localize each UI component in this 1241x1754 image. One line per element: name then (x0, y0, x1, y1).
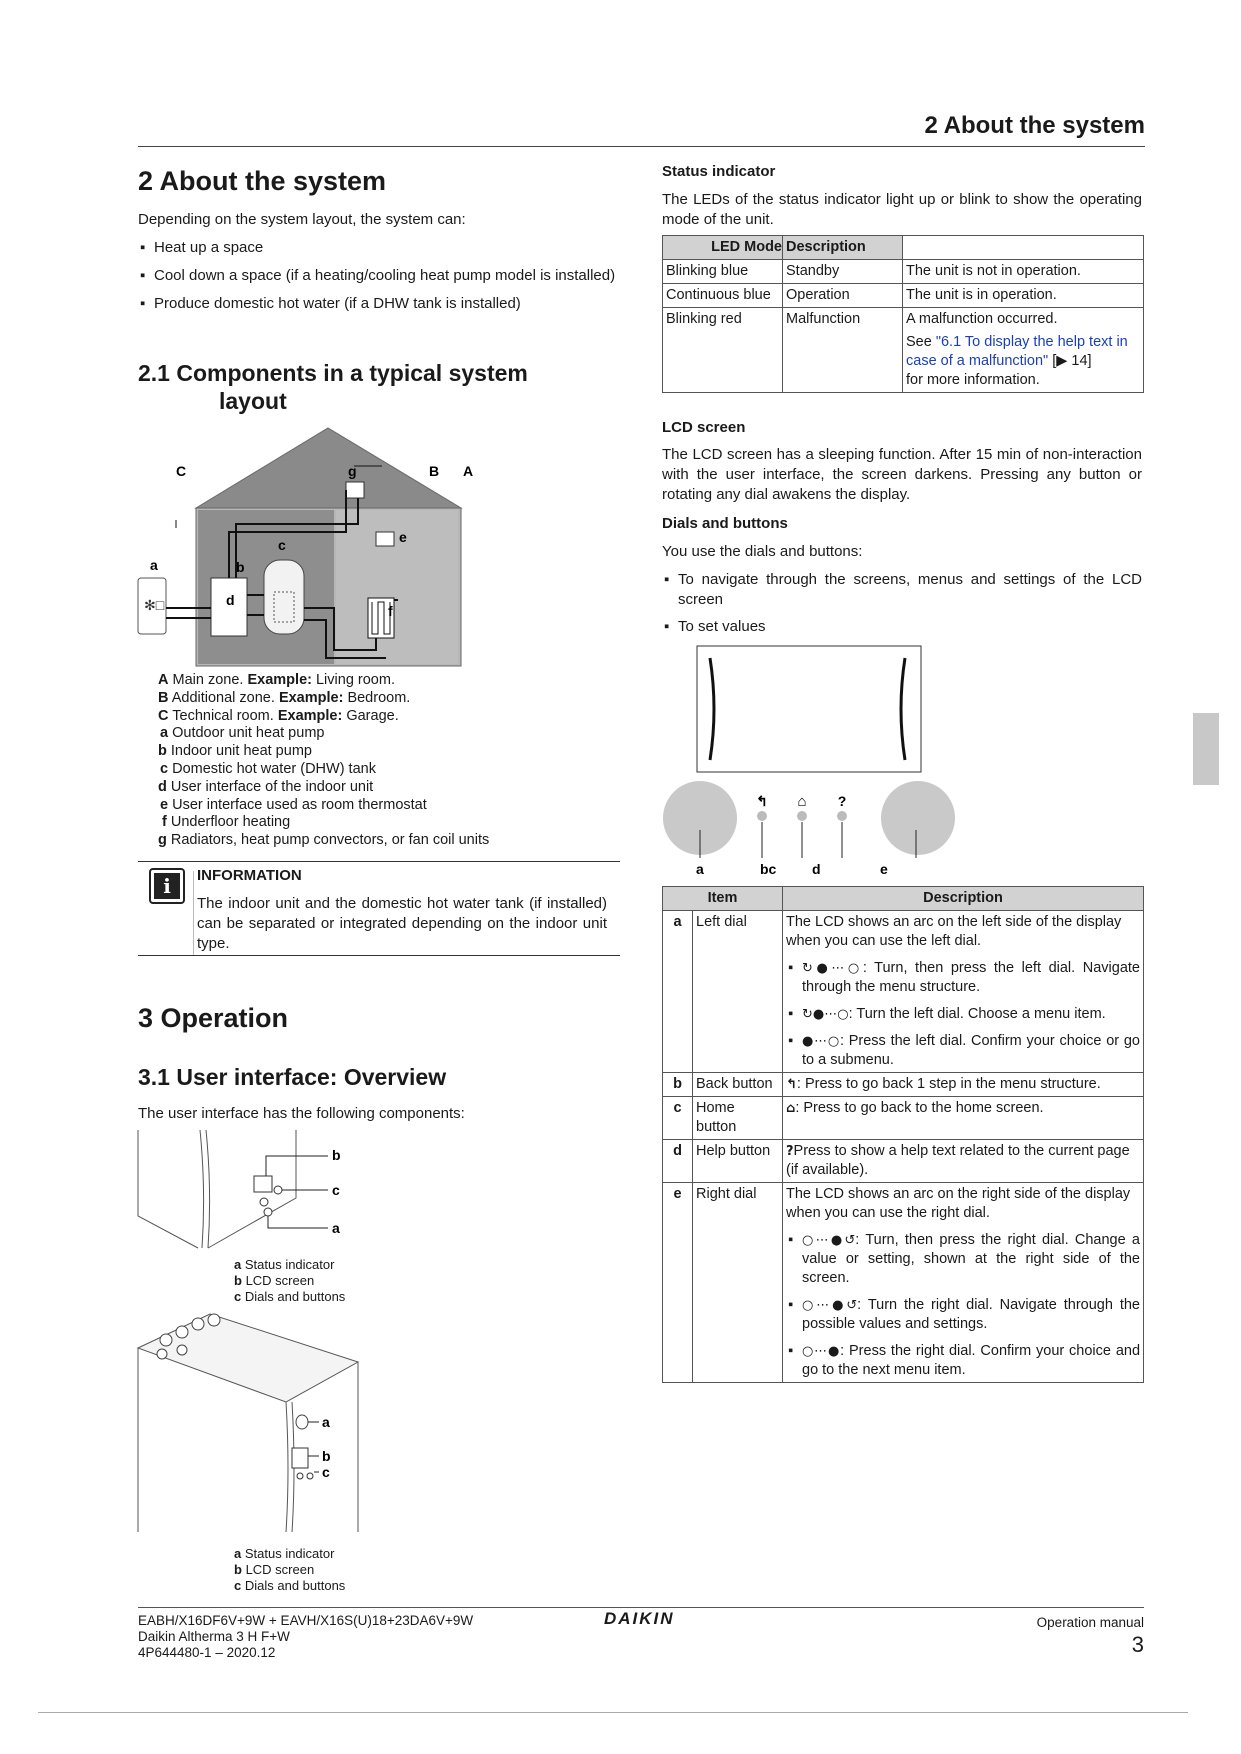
lcd-display (697, 646, 921, 772)
daikin-logo: DAIKIN (604, 1609, 675, 1628)
label-a: a (150, 557, 158, 573)
label-a: a (332, 1220, 340, 1236)
figure-legend (158, 672, 598, 850)
label-c: c (322, 1464, 330, 1480)
information-title: INFORMATION (197, 867, 302, 884)
legend-item: b Indoor unit heat pump (158, 743, 312, 760)
label-b: b (236, 559, 245, 575)
dhw-tank (264, 560, 304, 634)
wall-unit-diagram (136, 1130, 396, 1250)
back-icon: ↰ (756, 793, 768, 809)
help-icon: ? (786, 1144, 794, 1159)
capability-list (138, 238, 618, 314)
table-row: a Left dial The LCD shows an arc on the left side of the display when you can use the left dial. ▪ ↻●⋯○: Turn, then press the left dial. Navigate through the menu structure. ▪ ↻●⋯○: Turn the left dial. Choose a menu item. ▪ ●⋯○: Press the left dial. Confirm your choice or go to a submenu. (663, 911, 1144, 1073)
turn-press-left-icon: ↻●⋯○ (802, 961, 863, 976)
label-A: A (463, 463, 474, 479)
intro-text: Depending on the system layout, the system can: (138, 211, 466, 228)
subsection-title-ui-overview: 3.1 User interface: Overview (138, 1064, 447, 1090)
label-c: c (332, 1182, 340, 1198)
label-b: b (332, 1147, 341, 1163)
label-c: c (278, 537, 286, 553)
help-button[interactable] (837, 811, 847, 821)
label-b: b (322, 1448, 331, 1464)
legend-item: B Additional zone. Example: Bedroom. (158, 689, 411, 706)
floor-unit-diagram (136, 1310, 396, 1535)
list-item: ▪ Cool down a space (if a heating/cooling heat pump model is installed) (138, 266, 618, 286)
press-right-icon: ○⋯● (802, 1344, 841, 1359)
label-a: a (322, 1414, 330, 1430)
press-left-icon: ●⋯○ (802, 1034, 840, 1049)
legend-item: d User interface of the indoor unit (158, 778, 374, 795)
header-rule (138, 146, 1145, 147)
user-interface-diagram (660, 644, 960, 880)
table-row: Blinking red Malfunction A malfunction occurred. See "6.1 To display the help text in case of a malfunction" [▶ 14] for more information. (663, 308, 1144, 393)
dials-usage-list (662, 570, 1142, 637)
right-dial[interactable] (881, 781, 955, 855)
list-item: ▪ To set values (662, 617, 1142, 637)
legend-item: a Outdoor unit heat pump (160, 725, 325, 742)
label-g: g (348, 463, 357, 479)
back-icon: ↰ (786, 1077, 797, 1092)
label-e: e (399, 529, 407, 545)
running-header: 2 About the system (924, 112, 1145, 139)
footer-model-info: EABH/X16DF6V+9W + EAVH/X16S(U)18+23DA6V+9W Daikin Altherma 3 H F+W 4P644480-1 – 2020.12 (138, 1613, 474, 1660)
page-edge-line (38, 1712, 1188, 1713)
label-e: e (880, 861, 888, 877)
table-header: Item (663, 887, 783, 911)
svg-text:✻□: ✻□ (144, 597, 165, 613)
ui-intro-text: The user interface has the following components: (138, 1105, 465, 1122)
table-row: Blinking blue Standby The unit is not in operation. (663, 260, 1144, 284)
led-mode-table (662, 235, 1144, 393)
table-row: e Right dial The LCD shows an arc on the right side of the display when you can use the right dial. ▪ ○⋯●↺: Turn, then press the right dial. Change a value or setting, shown at the right side of the screen. ▪ ○⋯●↺: Turn the right dial. Navigate through the possible values and settings. ▪ ○⋯●: Press the right dial. Confirm your choice and go to the next menu item. (663, 1183, 1144, 1383)
table-row: c Home button ⌂: Press to go back to the home screen. (663, 1097, 1144, 1140)
room-thermostat (376, 532, 394, 546)
lcd-screen (254, 1176, 272, 1192)
label-d: d (226, 592, 235, 608)
information-icon: i (149, 868, 185, 904)
system-layout-diagram (136, 420, 476, 675)
status-indicator-title: Status indicator (662, 163, 776, 180)
chapter-tab-marker (1193, 713, 1219, 785)
lcd-screen-title: LCD screen (662, 419, 746, 436)
label-bc: bc (760, 861, 777, 877)
legend-item: e User interface used as room thermostat (160, 796, 427, 813)
turn-left-icon: ↻●⋯○ (802, 1007, 849, 1022)
item-description-table (662, 886, 1144, 1383)
radiator (346, 482, 364, 498)
label-C: C (176, 463, 187, 479)
section-title-operation: 3 Operation (138, 1003, 289, 1033)
table-header: Description (783, 887, 1144, 911)
table-header: LED Mode (663, 236, 783, 260)
figure-caption: a Status indicator b LCD screen c Dials and buttons (234, 1546, 346, 1593)
home-icon: ⌂ (786, 1101, 796, 1116)
turn-press-right-icon: ○⋯●↺ (802, 1233, 856, 1248)
table-header: Description (783, 236, 903, 260)
main-zone (336, 510, 458, 664)
section-title-about: 2 About the system (138, 166, 387, 196)
label-a: a (696, 861, 704, 877)
table-row: Continuous blue Operation The unit is in operation. (663, 284, 1144, 308)
page-number: 3 (1131, 1632, 1144, 1657)
footer-rule (138, 1607, 1144, 1608)
dials-buttons-title: Dials and buttons (662, 515, 788, 532)
label-d: d (812, 861, 821, 877)
legend-item: g Radiators, heat pump convectors, or fan coil units (158, 832, 490, 849)
information-text: The indoor unit and the domestic hot water tank (if installed) can be separated or integrated depending on the indoor unit type. (197, 895, 607, 952)
figure-caption: a Status indicator b LCD screen c Dials and buttons (234, 1257, 346, 1304)
back-button[interactable] (757, 811, 767, 821)
dials-buttons-intro: You use the dials and buttons: (662, 543, 863, 560)
label-f: f (388, 603, 393, 619)
help-text-link[interactable]: "6.1 To display the help text in case of a malfunction" (906, 334, 1128, 369)
table-row: b Back button ↰: Press to go back 1 step in the menu structure. (663, 1073, 1144, 1097)
list-item: ▪ Heat up a space (138, 238, 618, 258)
legend-item: C Technical room. Example: Garage. (158, 707, 399, 724)
list-item: ▪ To navigate through the screens, menus and settings of the LCD screen (662, 570, 1142, 610)
lcd-screen-text: The LCD screen has a sleeping function. After 15 min of non-interaction with the user interface, the screen darkens. Pressing any button or rotating any dial awakens the display. (662, 446, 1142, 503)
home-icon: ⌂ (797, 793, 807, 810)
legend-item: f Underfloor heating (162, 814, 291, 831)
lcd-screen (292, 1448, 308, 1468)
list-item: ▪ Produce domestic hot water (if a DHW tank is installed) (138, 294, 618, 314)
help-icon: ? (837, 793, 847, 809)
home-button[interactable] (797, 811, 807, 821)
status-indicator-text: The LEDs of the status indicator light up or blink to show the operating mode of the unit. (662, 191, 1142, 228)
subsection-title-components: 2.1 Components in a typical system (138, 360, 528, 386)
subsection-title-components-cont: layout (219, 388, 287, 414)
legend-item: A Main zone. Example: Living room. (158, 672, 395, 688)
house-roof (196, 428, 461, 508)
label-B: B (429, 463, 440, 479)
turn-right-icon: ○⋯●↺ (802, 1298, 858, 1313)
legend-item: c Domestic hot water (DHW) tank (160, 760, 376, 777)
footer-manual-label: Operation manual (1036, 1615, 1144, 1630)
table-row: d Help button ?Press to show a help text related to the current page (if available). (663, 1140, 1144, 1183)
